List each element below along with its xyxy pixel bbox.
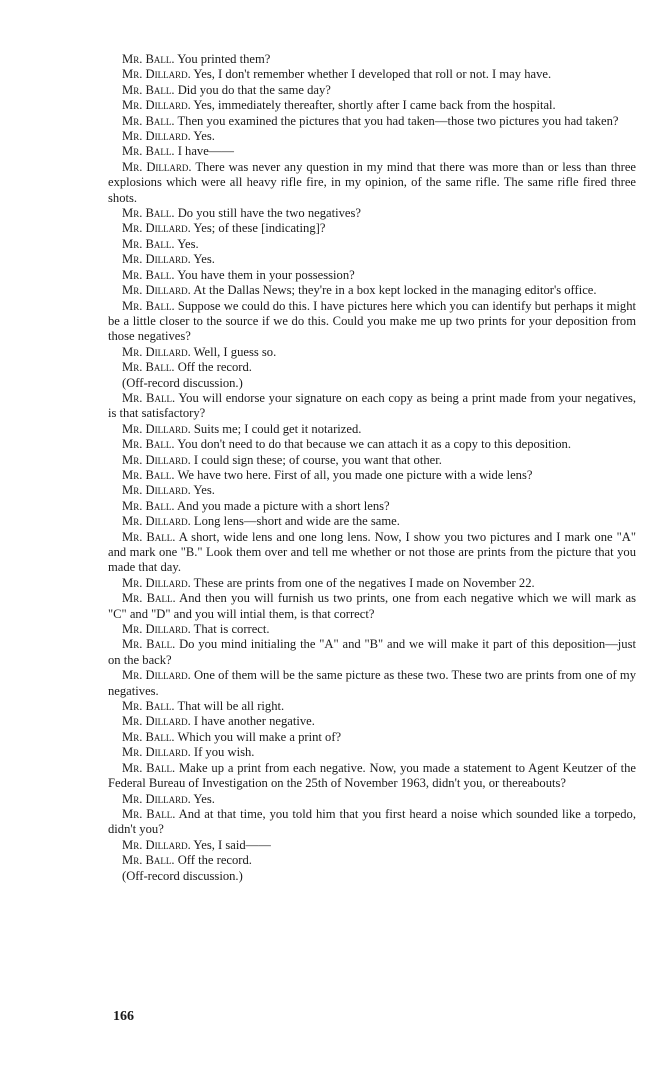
paragraph-text: A short, wide lens and one long lens. Now, I show you two pictures and I mark one "A" and mark one "B." Look them over and tell me whether or not those are prints from the picture that you made that day. [108, 529, 636, 575]
paragraph-text: You printed them? [174, 52, 271, 66]
transcript-paragraph [108, 699, 636, 714]
transcript-paragraph [108, 252, 636, 267]
speaker-name: Mr. Dillard. [122, 98, 191, 113]
speaker-name: Mr. Ball. [122, 467, 175, 482]
speaker-name: Mr. Ball. [122, 360, 175, 375]
speaker-name: Mr. Ball. [122, 82, 175, 97]
paragraph-text: Which you will make a print of? [174, 729, 342, 744]
paragraph-text: Off the record. [174, 360, 252, 375]
paragraph-text: Yes. [190, 252, 215, 267]
speaker-name: Mr. Ball. [122, 437, 175, 452]
paragraph-text: Did you do that the same day? [174, 82, 331, 97]
transcript-paragraph [108, 160, 636, 206]
transcript-paragraph [108, 114, 636, 129]
paragraph-text: Yes. [190, 129, 215, 144]
speaker-name: Mr. Ball. [122, 806, 176, 821]
transcript-paragraph [108, 221, 636, 236]
transcript-paragraph [108, 576, 636, 591]
paragraph-text: Yes. [190, 791, 215, 806]
paragraph-text: We have two here. First of all, you made one picture with a wide lens? [174, 467, 533, 482]
transcript-paragraph [108, 144, 636, 159]
paragraph-text: (Off-record discussion.) [122, 375, 243, 390]
transcript-paragraph [108, 807, 636, 838]
paragraph-text: Long lens—short and wide are the same. [190, 514, 400, 529]
speaker-name: Mr. Dillard. [122, 791, 191, 806]
paragraph-text: One of them will be the same picture as these two. These two are prints from one of my negatives. [108, 668, 636, 698]
paragraph-text: And then you will furnish us two prints, one from each negative which we will mark as "C" and "D" and you will intial them, is that correct? [108, 591, 636, 621]
paragraph-text: Yes, I said—— [190, 837, 271, 852]
transcript-paragraph [108, 453, 636, 468]
paragraph-text: Yes. [190, 483, 215, 498]
off-record-note [108, 869, 636, 884]
speaker-name: Mr. Ball. [122, 298, 175, 313]
transcript-paragraph [108, 345, 636, 360]
transcript-paragraph [108, 668, 636, 699]
transcript-paragraph [108, 237, 636, 252]
transcript-paragraph [108, 745, 636, 760]
speaker-name: Mr. Ball. [122, 637, 176, 652]
paragraph-text: These are prints from one of the negatives I made on November 22. [190, 575, 535, 590]
off-record-note [108, 376, 636, 391]
paragraph-text: That will be all right. [174, 699, 285, 714]
paragraph-text: Yes; of these [indicating]? [190, 221, 326, 236]
speaker-name: Mr. Ball. [122, 760, 176, 775]
speaker-name: Mr. Dillard. [122, 452, 191, 467]
paragraph-text: Well, I guess so. [190, 344, 277, 359]
speaker-name: Mr. Ball. [122, 52, 175, 66]
transcript-paragraph [108, 422, 636, 437]
speaker-name: Mr. Ball. [122, 206, 175, 221]
speaker-name: Mr. Ball. [122, 144, 175, 159]
speaker-name: Mr. Dillard. [122, 668, 191, 683]
transcript-paragraph [108, 360, 636, 375]
speaker-name: Mr. Ball. [122, 498, 175, 513]
transcript-paragraph [108, 52, 636, 67]
speaker-name: Mr. Dillard. [122, 67, 191, 82]
speaker-name: Mr. Dillard. [122, 837, 191, 852]
paragraph-text: Yes, I don't remember whether I developed that roll or not. I may have. [190, 67, 552, 82]
paragraph-text: You have them in your possession? [174, 267, 355, 282]
transcript-paragraph [108, 129, 636, 144]
speaker-name: Mr. Ball. [122, 267, 175, 282]
speaker-name: Mr. Ball. [122, 390, 176, 405]
speaker-name: Mr. Dillard. [122, 283, 191, 298]
transcript-paragraph [108, 714, 636, 729]
paragraph-text: I have—— [174, 144, 234, 159]
speaker-name: Mr. Ball. [122, 113, 175, 128]
paragraph-text: Yes, immediately thereafter, shortly after I came back from the hospital. [190, 98, 556, 113]
speaker-name: Mr. Ball. [122, 529, 176, 544]
transcript-body [108, 52, 636, 884]
speaker-name: Mr. Dillard. [122, 745, 191, 760]
paragraph-text: Suits me; I could get it notarized. [190, 421, 362, 436]
page-number: 166 [113, 1009, 134, 1024]
paragraph-text: And you made a picture with a short lens? [174, 498, 390, 513]
transcript-paragraph [108, 299, 636, 345]
transcript-paragraph [108, 206, 636, 221]
paragraph-text: Do you mind initialing the "A" and "B" and we will make it part of this deposition—just on the back? [108, 637, 636, 667]
speaker-name: Mr. Dillard. [122, 159, 192, 174]
speaker-name: Mr. Dillard. [122, 483, 191, 498]
paragraph-text: Off the record. [174, 853, 252, 868]
paragraph-text: Do you still have the two negatives? [174, 206, 361, 221]
transcript-paragraph [108, 83, 636, 98]
speaker-name: Mr. Dillard. [122, 714, 191, 729]
paragraph-text: Then you examined the pictures that you had taken—those two pictures you had taken? [174, 113, 619, 128]
speaker-name: Mr. Dillard. [122, 514, 191, 529]
paragraph-text: If you wish. [190, 745, 255, 760]
transcript-paragraph [108, 530, 636, 576]
paragraph-text: You don't need to do that because we can attach it as a copy to this deposition. [174, 437, 571, 452]
speaker-name: Mr. Ball. [122, 699, 175, 714]
speaker-name: Mr. Dillard. [122, 221, 191, 236]
paragraph-text: And at that time, you told him that you first heard a noise which sounded like a torpedo, didn't you? [108, 806, 636, 837]
speaker-name: Mr. Ball. [122, 853, 175, 868]
transcript-paragraph [108, 730, 636, 745]
paragraph-text: At the Dallas News; they're in a box kept locked in the managing editor's office. [190, 283, 597, 298]
paragraph-text: (Off-record discussion.) [122, 868, 243, 883]
paragraph-text: You will endorse your signature on each copy as being a print made from your negatives, is that satisfactory? [108, 390, 636, 421]
transcript-paragraph [108, 838, 636, 853]
transcript-paragraph [108, 499, 636, 514]
transcript-paragraph [108, 391, 636, 422]
transcript-paragraph [108, 792, 636, 807]
transcript-paragraph [108, 268, 636, 283]
speaker-name: Mr. Ball. [122, 236, 175, 251]
transcript-paragraph [108, 622, 636, 637]
speaker-name: Mr. Ball. [122, 591, 176, 606]
paragraph-text: Make up a print from each negative. Now, you made a statement to Agent Keutzer of the Federal Bureau of Investigation on the 25th of November 1963, didn't you, or thereabouts? [108, 760, 636, 791]
paragraph-text: That is correct. [190, 622, 270, 637]
speaker-name: Mr. Dillard. [122, 344, 191, 359]
transcript-paragraph [108, 853, 636, 868]
speaker-name: Mr. Dillard. [122, 252, 191, 267]
paragraph-text: I have another negative. [190, 714, 315, 729]
paragraph-text: Yes. [174, 236, 199, 251]
speaker-name: Mr. Ball. [122, 729, 175, 744]
speaker-name: Mr. Dillard. [122, 622, 191, 637]
speaker-name: Mr. Dillard. [122, 129, 191, 144]
transcript-paragraph [108, 637, 636, 668]
transcript-paragraph [108, 98, 636, 113]
transcript-paragraph [108, 483, 636, 498]
speaker-name: Mr. Dillard. [122, 421, 191, 436]
transcript-paragraph [108, 761, 636, 792]
transcript-paragraph [108, 67, 636, 82]
paragraph-text: There was never any question in my mind that there was more than or less than three explosions which were all heavy rifle fire, in my opinion, of the same rifle. The same rifle fired three shots. [108, 159, 636, 205]
transcript-paragraph [108, 468, 636, 483]
paragraph-text: I could sign these; of course, you want that other. [190, 452, 442, 467]
speaker-name: Mr. Dillard. [122, 575, 191, 590]
transcript-paragraph [108, 514, 636, 529]
transcript-paragraph [108, 437, 636, 452]
paragraph-text: Suppose we could do this. I have pictures here which you can identify but perhaps it might be a little closer to the source if we do this. Could you make me up two prints for your deposition from those negatives? [108, 298, 636, 344]
transcript-paragraph [108, 283, 636, 298]
transcript-paragraph [108, 591, 636, 622]
